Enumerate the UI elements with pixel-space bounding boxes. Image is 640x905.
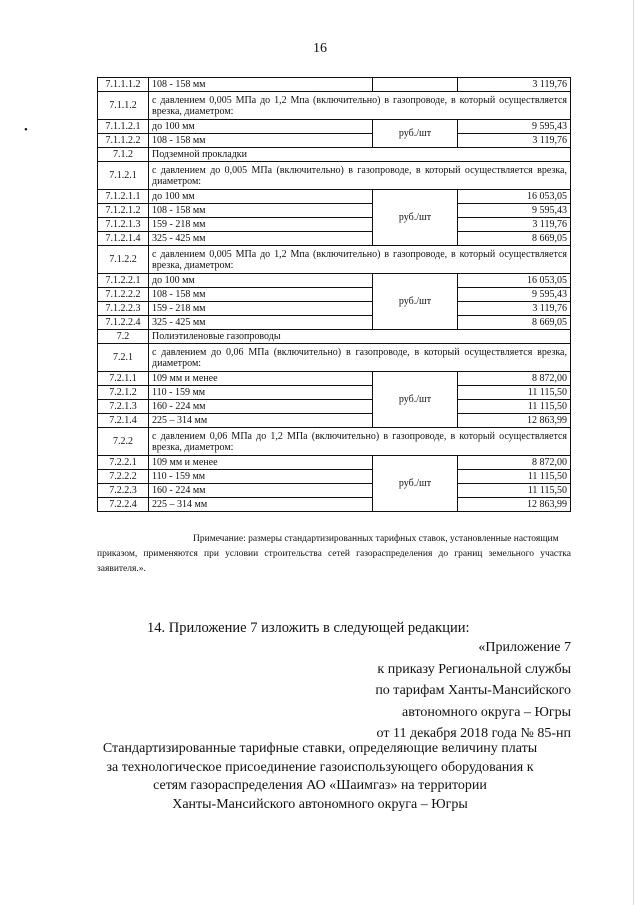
- table-row: [98, 274, 571, 288]
- row-code: 7.1.2.2.2: [98, 288, 149, 302]
- row-code: 7.2.2.1: [98, 456, 149, 470]
- row-description: с давлением 0,005 МПа до 1,2 Мпа (включительно) в газопроводе, в который осуществляется врезка, диаметром:: [149, 246, 571, 274]
- row-value: 16 053,05: [458, 274, 571, 288]
- row-code: 7.1.2.2.1: [98, 274, 149, 288]
- row-code: 7.1.2.1.4: [98, 232, 149, 246]
- row-description: 108 - 158 мм: [149, 78, 373, 92]
- row-value: 12 863,99: [458, 498, 571, 512]
- page-number: 16: [313, 41, 327, 56]
- row-code: 7.2.2: [98, 428, 149, 456]
- row-code: 7.1.2.1: [98, 162, 149, 190]
- row-unit: руб./шт: [373, 120, 458, 148]
- row-unit: руб./шт: [373, 274, 458, 330]
- table-row: [98, 456, 571, 470]
- row-code: 7.2.2.2: [98, 470, 149, 484]
- row-code: 7.1.2: [98, 148, 149, 162]
- row-code: 7.1.2.1.3: [98, 218, 149, 232]
- row-description: с давлением до 0,06 МПа (включительно) в газопроводе, в который осуществляется врезка, диаметром:: [149, 344, 571, 372]
- row-description: с давлением 0,005 МПа до 1,2 Мпа (включительно) в газопроводе, в который осуществляется врезка, диаметром:: [149, 92, 571, 120]
- row-code: 7.2.1.3: [98, 400, 149, 414]
- margin-bullet: •: [24, 124, 28, 136]
- row-description: 108 - 158 мм: [149, 288, 373, 302]
- table-row: [98, 120, 571, 134]
- row-description: Подземной прокладки: [149, 148, 571, 162]
- row-value: 11 115,50: [458, 386, 571, 400]
- row-value: 11 115,50: [458, 470, 571, 484]
- row-description: 225 – 314 мм: [149, 414, 373, 428]
- row-description: 159 - 218 мм: [149, 218, 373, 232]
- table-row: [98, 400, 571, 414]
- table-row: [98, 288, 571, 302]
- row-description: до 100 мм: [149, 120, 373, 134]
- appendix-line: к приказу Региональной службы: [377, 661, 571, 677]
- row-description: 109 мм и менее: [149, 456, 373, 470]
- row-code: 7.2: [98, 330, 149, 344]
- appendix-line: по тарифам Ханты-Мансийского: [375, 683, 571, 698]
- row-description: Полиэтиленовые газопроводы: [149, 330, 571, 344]
- row-code: 7.1.2.1.1: [98, 190, 149, 204]
- row-value: 11 115,50: [458, 400, 571, 414]
- row-description: 108 - 158 мм: [149, 134, 373, 148]
- table-row: [98, 470, 571, 484]
- row-code: 7.1.2.2.3: [98, 302, 149, 316]
- table-row: [98, 498, 571, 512]
- row-code: 7.1.1.1.2: [98, 78, 149, 92]
- table-row: [98, 414, 571, 428]
- table-row: [98, 218, 571, 232]
- row-code: 7.2.1.2: [98, 386, 149, 400]
- row-description: до 100 мм: [149, 190, 373, 204]
- table-row: [98, 372, 571, 386]
- row-value: 16 053,05: [458, 190, 571, 204]
- row-value: 12 863,99: [458, 414, 571, 428]
- appendix-line: автономного округа – Югры: [402, 704, 571, 720]
- table-section-row: [98, 148, 571, 162]
- row-value: 9 595,43: [458, 204, 571, 218]
- row-code: 7.1.1.2.1: [98, 120, 149, 134]
- row-code: 7.1.2.2: [98, 246, 149, 274]
- row-code: 7.2.2.4: [98, 498, 149, 512]
- table-section-row: [98, 92, 571, 120]
- table-section-row: [98, 428, 571, 456]
- row-code: 7.2.1.1: [98, 372, 149, 386]
- row-description: 160 - 224 мм: [149, 400, 373, 414]
- table-note: [97, 532, 571, 577]
- title-line: Стандартизированные тарифные ставки, определяющие величину платы: [102, 741, 538, 756]
- row-value: 8 872,00: [458, 456, 571, 470]
- table-row: [98, 386, 571, 400]
- row-description: 159 - 218 мм: [149, 302, 373, 316]
- row-value: 3 119,76: [458, 78, 571, 92]
- row-value: 11 115,50: [458, 484, 571, 498]
- table-row: [98, 190, 571, 204]
- row-unit: руб./шт: [373, 372, 458, 428]
- row-value: 9 595,43: [458, 288, 571, 302]
- appendix-line: от 11 декабря 2018 года № 85-нп: [376, 726, 571, 741]
- row-value: 8 669,05: [458, 232, 571, 246]
- table-row: [98, 316, 571, 330]
- row-description: 110 - 159 мм: [149, 386, 373, 400]
- row-description: с давлением до 0,005 МПа (включительно) в газопроводе, в который осуществляется врезка, диаметром:: [149, 162, 571, 190]
- row-code: 7.2.1.4: [98, 414, 149, 428]
- tariff-table: [97, 77, 571, 512]
- table-row: [98, 204, 571, 218]
- item-14-heading: 14. Приложение 7 изложить в следующей редакции:: [147, 620, 470, 636]
- title-line: за технологическое присоединение газоиспользующего оборудования к: [106, 759, 534, 775]
- title-line: Ханты-Мансийского автономного округа – Югры: [172, 796, 468, 812]
- row-value: 8 669,05: [458, 316, 571, 330]
- row-description: 325 - 425 мм: [149, 232, 373, 246]
- row-description: с давлением 0,06 МПа до 1,2 МПа (включительно) в газопроводе, в который осуществляется врезка, диаметром:: [149, 428, 571, 456]
- row-code: 7.1.2.2.4: [98, 316, 149, 330]
- row-description: 160 - 224 мм: [149, 484, 373, 498]
- table-section-row: [98, 330, 571, 344]
- row-description: 108 - 158 мм: [149, 204, 373, 218]
- row-value: 3 119,76: [458, 134, 571, 148]
- row-value: 9 595,43: [458, 120, 571, 134]
- table-row: [98, 484, 571, 498]
- row-description: 110 - 159 мм: [149, 470, 373, 484]
- row-unit: руб./шт: [373, 190, 458, 246]
- row-unit: руб./шт: [373, 456, 458, 512]
- document-title: [80, 740, 560, 814]
- table-section-row: [98, 344, 571, 372]
- row-value: 3 119,76: [458, 302, 571, 316]
- appendix-reference: [251, 637, 571, 745]
- note-first-line: Примечание: размеры стандартизированных тарифных ставок, установленные настоящим: [193, 534, 559, 544]
- table-section-row: [98, 162, 571, 190]
- table-row: [98, 78, 571, 92]
- row-code: 7.1.1.2: [98, 92, 149, 120]
- row-code: 7.1.2.1.2: [98, 204, 149, 218]
- table-row: [98, 302, 571, 316]
- row-description: 109 мм и менее: [149, 372, 373, 386]
- row-value: 8 872,00: [458, 372, 571, 386]
- row-description: 325 - 425 мм: [149, 316, 373, 330]
- row-code: 7.2.2.3: [98, 484, 149, 498]
- row-value: 3 119,76: [458, 218, 571, 232]
- row-unit: [373, 78, 458, 92]
- title-line: сетям газораспределения АО «Шаимгаз» на территории: [153, 778, 487, 793]
- appendix-line: «Приложение 7: [478, 640, 571, 655]
- row-code: 7.2.1: [98, 344, 149, 372]
- scan-edge-line: [633, 0, 634, 905]
- row-description: 225 – 314 мм: [149, 498, 373, 512]
- row-code: 7.1.1.2.2: [98, 134, 149, 148]
- row-description: до 100 мм: [149, 274, 373, 288]
- note-rest: приказом, применяются при условии строительства сетей газораспределения до границ земельного участка заявителя.».: [97, 549, 571, 574]
- table-row: [98, 232, 571, 246]
- table-section-row: [98, 246, 571, 274]
- table-row: [98, 134, 571, 148]
